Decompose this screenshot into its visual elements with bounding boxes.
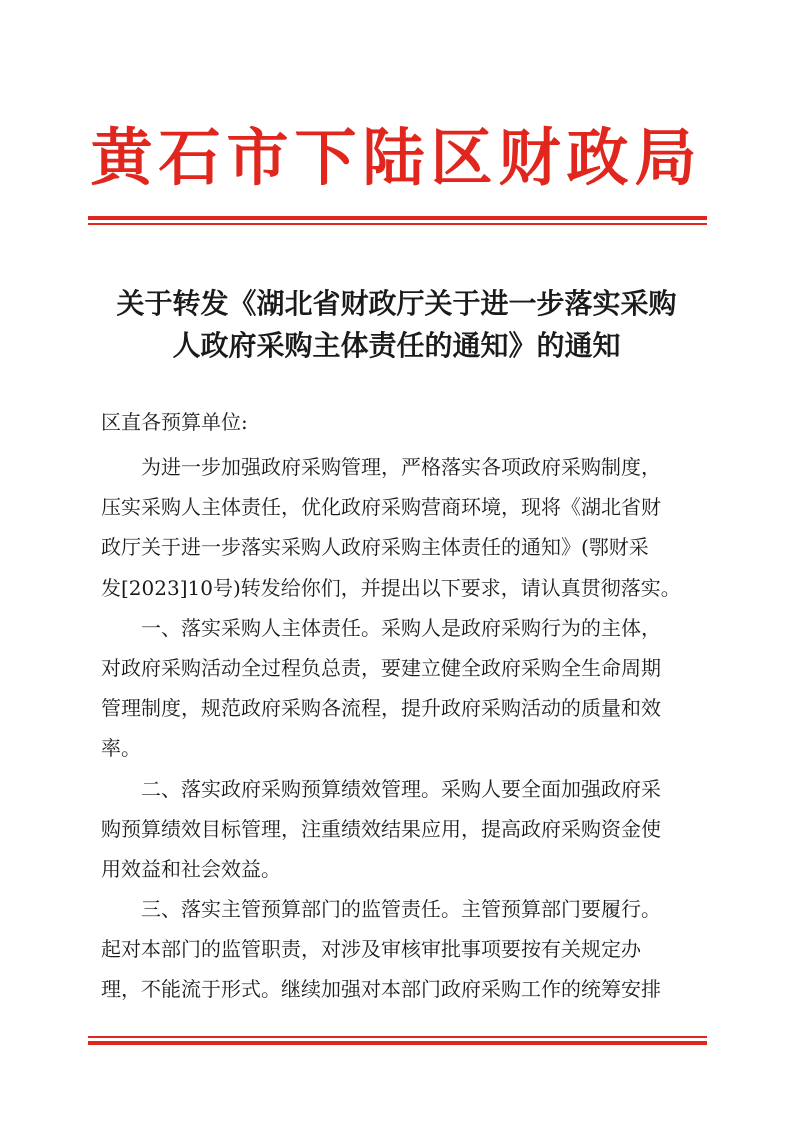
footer-rule-thin [88, 1036, 707, 1038]
body-line: 率。 [101, 736, 141, 761]
body-line: 用效益和社会效益。 [101, 856, 281, 881]
body-line: 起对本部门的监管职责，对涉及审核审批事项要按有关规定办 [101, 937, 641, 962]
document-title [60, 283, 733, 367]
header-rule-thin [88, 223, 707, 225]
header-rule-thick [88, 216, 707, 220]
masthead-title: 黄石市下陆区财政局 [90, 121, 703, 194]
salutation: 区直各预算单位: [101, 410, 248, 434]
document-body [101, 447, 701, 1010]
body-line: 理，不能流于形式。继续加强对本部门政府采购工作的统筹安排 [101, 977, 661, 1002]
body-line: 一、落实采购人主体责任。采购人是政府采购行为的主体， [141, 615, 661, 640]
body-line: 三、落实主管预算部门的监管责任。主管预算部门要履行。 [141, 897, 661, 922]
body-line: 购预算绩效目标管理，注重绩效结果应用，提高政府采购资金使 [101, 816, 661, 841]
body-line: 为进一步加强政府采购管理，严格落实各项政府采购制度， [141, 455, 661, 479]
document-title-line-1: 关于转发《湖北省财政厅关于进一步落实采购 [116, 287, 677, 320]
body-line: 压实采购人主体责任，优化政府采购营商环境，现将《湖北省财 [101, 495, 661, 520]
body-line: 政厅关于进一步落实采购人政府采购主体责任的通知》(鄂财采 [101, 535, 649, 560]
body-line: 发[2023]10号)转发给你们，并提出以下要求，请认真贯彻落实。 [101, 575, 681, 600]
footer-rule-thick [88, 1041, 707, 1045]
body-line: 二、落实政府采购预算绩效管理。采购人要全面加强政府采 [141, 776, 661, 801]
body-line: 管理制度，规范政府采购各流程，提升政府采购活动的质量和效 [101, 696, 661, 721]
body-line: 对政府采购活动全过程负总责，要建立健全政府采购全生命周期 [101, 655, 661, 680]
document-title-line-2: 人政府采购主体责任的通知》的通知 [172, 329, 621, 362]
